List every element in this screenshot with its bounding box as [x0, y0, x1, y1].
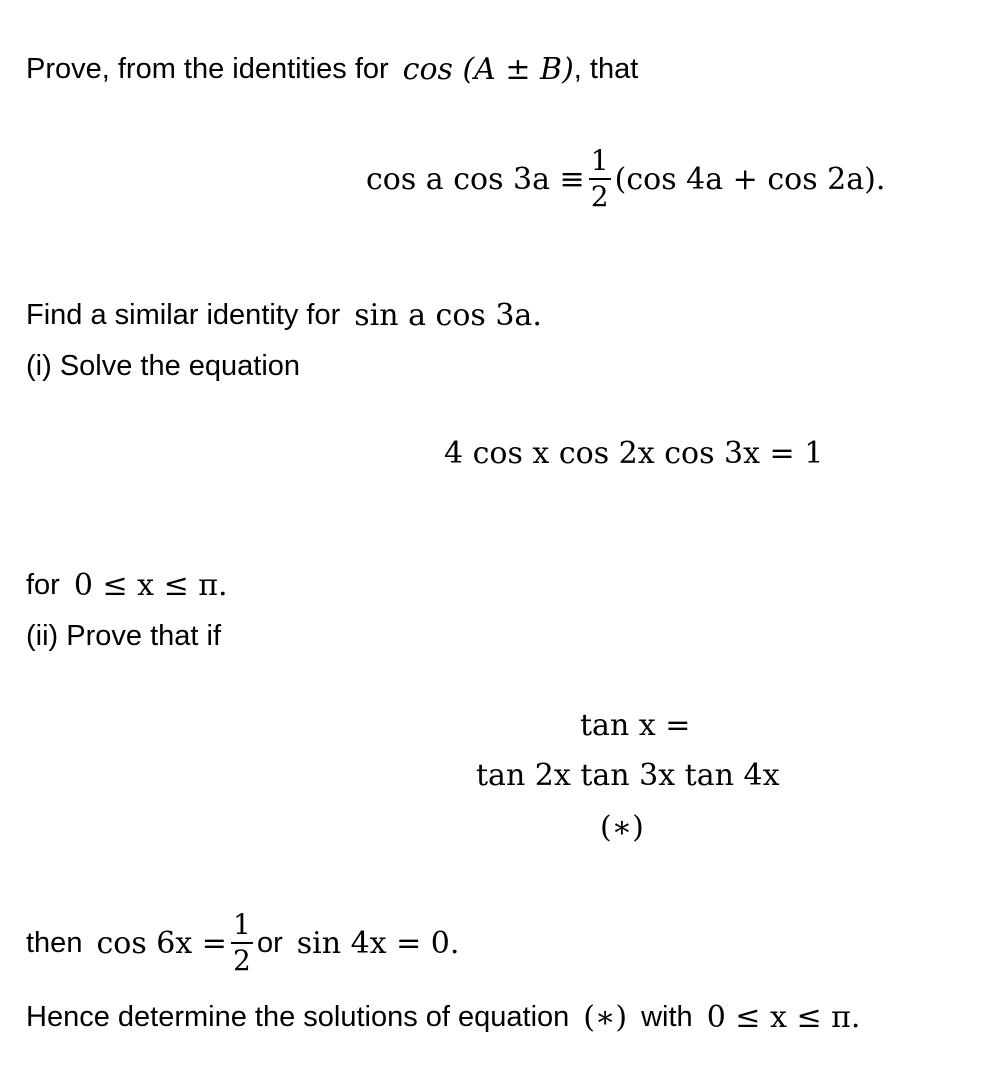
- sin-4x-math: sin 4x = 0: [296, 925, 450, 961]
- period: .: [217, 568, 228, 603]
- hence-text: Hence determine the solutions of equation: [26, 1001, 570, 1033]
- half-fraction: [589, 146, 611, 212]
- part-i-range-math: 0 ≤ x ≤ π: [73, 568, 218, 603]
- with-text: with: [641, 1001, 693, 1033]
- part-i-label: [26, 350, 300, 383]
- cos-6x-math: cos 6x =: [96, 925, 227, 961]
- for-text: for: [26, 569, 60, 601]
- fraction-numerator: 1: [233, 908, 251, 941]
- then-text: then: [26, 926, 83, 959]
- period: .: [532, 298, 542, 333]
- or-text: or: [256, 926, 283, 959]
- hence-equation-tag: (∗): [583, 1000, 628, 1035]
- half-fraction-2: [231, 910, 253, 976]
- part-i-text: (i) Solve the equation: [26, 350, 301, 382]
- identity-rhs: (cos 4a + cos 2a).: [614, 161, 886, 197]
- similar-identity-line: [26, 298, 542, 333]
- identity-equation: [366, 146, 885, 212]
- cos-a-pm-b-math: cos (A ± B): [402, 52, 574, 87]
- then-line: [26, 910, 459, 976]
- fraction-denominator: 2: [590, 180, 609, 213]
- part-ii-eq-line1: tan x =: [580, 708, 691, 743]
- part-i-equation: 4 cos x cos 2x cos 3x = 1: [444, 436, 824, 471]
- intro-line: [26, 52, 638, 87]
- period: .: [850, 1000, 861, 1035]
- period: .: [449, 925, 460, 961]
- hence-line: [26, 1000, 860, 1035]
- intro-text: Prove, from the identities for: [26, 53, 389, 85]
- equation-tag: (∗): [600, 810, 644, 845]
- part-ii-eq-line2: tan 2x tan 3x tan 4x: [476, 758, 780, 793]
- intro-text-end: , that: [573, 53, 639, 85]
- part-i-range-line: [26, 568, 228, 603]
- part-ii-label: [26, 620, 221, 653]
- sin-a-cos-3a-math: sin a cos 3a: [354, 298, 533, 333]
- fraction-denominator: 2: [233, 944, 251, 977]
- identity-lhs: cos a cos 3a ≡: [366, 161, 585, 197]
- hence-range-math: 0 ≤ x ≤ π: [706, 1000, 851, 1035]
- fraction-numerator: 1: [590, 144, 609, 177]
- similar-identity-text: Find a similar identity for: [26, 299, 341, 331]
- part-ii-text: (ii) Prove that if: [26, 620, 221, 652]
